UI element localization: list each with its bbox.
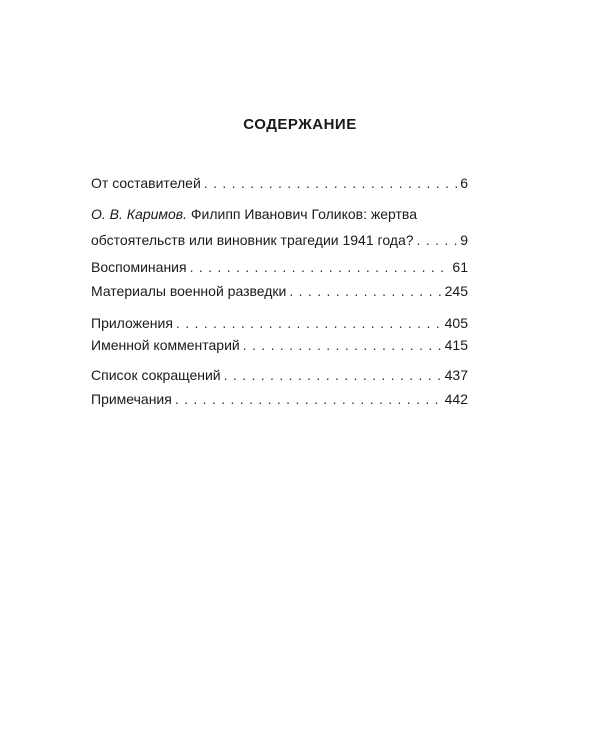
dot-leader xyxy=(289,279,441,303)
toc-entry-title: Воспоминания xyxy=(91,259,187,275)
toc-entry[interactable] xyxy=(91,255,468,279)
dot-leader xyxy=(224,363,442,387)
toc-entry-page: 61 xyxy=(452,259,468,275)
dot-leader xyxy=(243,333,442,357)
toc-entry-title: Список сокращений xyxy=(91,367,221,383)
toc-entry-title: От составителей xyxy=(91,175,201,191)
table-of-contents xyxy=(91,171,468,411)
toc-entry-page: 442 xyxy=(444,391,468,407)
dot-leader xyxy=(190,255,450,279)
toc-entry[interactable] xyxy=(91,279,468,303)
page-title: СОДЕРЖАНИЕ xyxy=(243,116,357,133)
toc-entry-title xyxy=(91,202,417,226)
toc-entry[interactable] xyxy=(91,311,468,335)
toc-entry-title: Материалы военной разведки xyxy=(91,283,287,299)
toc-entry-title-line2: обстоятельств или виновник трагедии 1941 года? xyxy=(91,232,414,248)
dot-leader xyxy=(175,387,442,411)
toc-entry-page: 405 xyxy=(444,315,468,331)
toc-entry[interactable] xyxy=(91,387,468,411)
dot-leader xyxy=(204,171,457,195)
toc-entry[interactable] xyxy=(91,202,468,226)
toc-entry-page: 245 xyxy=(444,283,468,299)
toc-entry-continuation[interactable] xyxy=(91,228,468,252)
dot-leader xyxy=(417,228,458,252)
toc-entry[interactable] xyxy=(91,333,468,357)
toc-entry[interactable] xyxy=(91,363,468,387)
toc-entry-title-line1: Филипп Иванович Голиков: жертва xyxy=(190,206,417,222)
dot-leader xyxy=(176,311,442,335)
toc-entry-title: Именной комментарий xyxy=(91,337,240,353)
toc-entry-page: 437 xyxy=(444,367,468,383)
toc-entry-page: 6 xyxy=(460,175,468,191)
toc-entry-page: 9 xyxy=(460,232,468,248)
toc-entry-author: О. В. Каримов. xyxy=(91,206,187,222)
toc-entry-title: Примечания xyxy=(91,391,172,407)
toc-entry-title: Приложения xyxy=(91,315,173,331)
toc-entry-page: 415 xyxy=(444,337,468,353)
toc-entry[interactable] xyxy=(91,171,468,195)
